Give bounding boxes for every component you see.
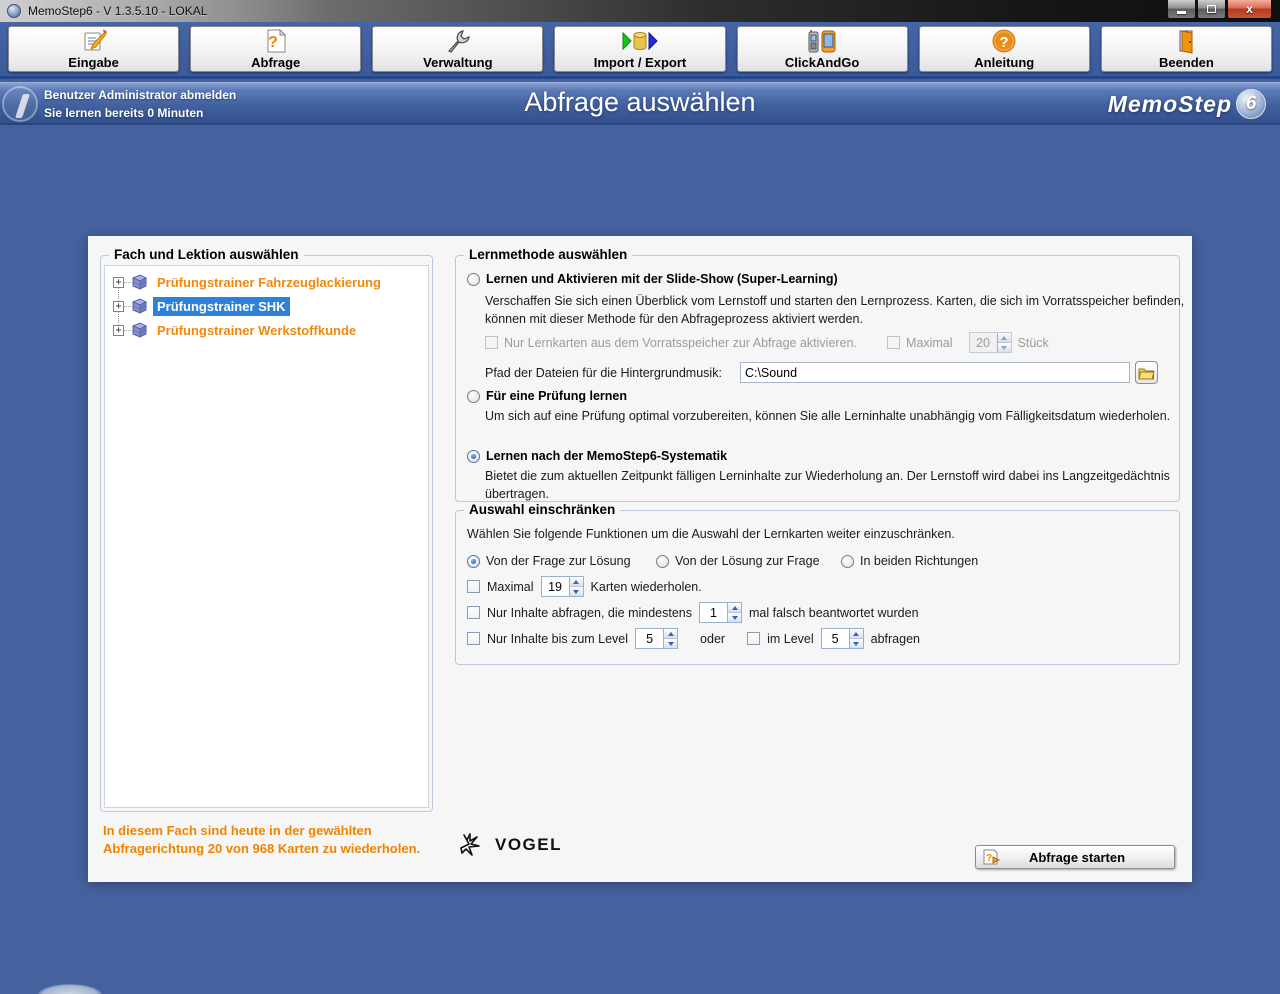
expand-icon[interactable]: + — [113, 301, 124, 312]
toolbar-button-anleitung[interactable] — [919, 26, 1090, 72]
spinner-up-button[interactable] — [850, 629, 863, 639]
slideshow-description: Verschaffen Sie sich einen Überblick vom Lernstoff und starten den Lernprozess. Karten, die sich im Vorratsspeicher befinden, können mit dieser Methode für den Abfrageprozess aktiviert werden. — [485, 294, 1185, 326]
pfad-input[interactable] — [740, 362, 1130, 383]
brand-logo — [1108, 89, 1266, 119]
toolbar-button-beenden[interactable] — [1101, 26, 1272, 72]
toolbar-label: Beenden — [1158, 55, 1214, 70]
direction-frage-loesung[interactable] — [467, 552, 631, 570]
spinner-down-button[interactable] — [850, 639, 863, 648]
header-band — [0, 82, 1280, 125]
window-title: MemoStep6 - V 1.3.5.10 - LOKAL — [28, 4, 208, 18]
stueck-label: Stück — [1017, 335, 1049, 350]
wrench-icon — [445, 28, 471, 54]
brand-name: MemoStep — [1107, 90, 1232, 117]
exit-door-icon — [1173, 28, 1199, 54]
spinner-down-button[interactable] — [664, 639, 677, 648]
due-cards-info: In diesem Fach sind heute in der gewählten Abfragerichtung 20 von 968 Karten zu wiederholen. — [103, 823, 421, 856]
spinner-value: 20 — [976, 335, 990, 350]
radio-label[interactable]: In beiden Richtungen — [860, 554, 979, 568]
title-bar — [0, 0, 1280, 22]
radio-beide-richtungen[interactable] — [841, 555, 854, 568]
main-toolbar — [0, 22, 1280, 79]
close-icon: x — [1246, 2, 1253, 16]
lernmethode-title: Lernmethode auswählen — [464, 247, 632, 262]
im-level-checkbox[interactable] — [747, 632, 760, 645]
start-abfrage-button[interactable] — [975, 845, 1175, 869]
radio-frage-zur-loesung[interactable] — [467, 555, 480, 568]
decorative-ellipse — [38, 984, 102, 994]
radio-loesung-zur-frage[interactable] — [656, 555, 669, 568]
radio-label[interactable]: Von der Lösung zur Frage — [675, 554, 820, 568]
brand-number-badge: 6 — [1236, 89, 1266, 119]
fach-lektion-groupbox — [100, 247, 433, 812]
spinner-down-button[interactable] — [998, 343, 1011, 352]
toolbar-button-abfrage[interactable] — [190, 26, 361, 72]
edit-document-icon — [81, 28, 107, 54]
vogel-label: VOGEL — [495, 835, 563, 854]
maximal-stueck-label: Maximal — [905, 335, 953, 350]
falsch-suffix: mal falsch beantwortet wurden — [749, 605, 919, 620]
tree-item-label[interactable]: Prüfungstrainer Fahrzeuglackierung — [157, 274, 381, 290]
toolbar-label: Anleitung — [974, 55, 1035, 70]
auswahl-intro: Wählen Sie folgende Funktionen um die Auswahl der Lernkarten weiter einzuschränken. — [467, 527, 955, 541]
direction-beide[interactable] — [841, 552, 978, 570]
toolbar-label: Import / Export — [593, 55, 687, 70]
radio-pruefung-label[interactable]: Für eine Prüfung lernen — [486, 389, 627, 403]
start-abfrage-label: Abfrage starten — [1028, 849, 1126, 865]
spinner-value: 5 — [831, 631, 839, 646]
radio-slideshow-label[interactable]: Lernen und Aktivieren mit der Slide-Show (Super-Learning) — [486, 272, 838, 286]
tree-item-werkstoffkunde[interactable] — [113, 318, 360, 342]
radio-slideshow[interactable] — [467, 273, 480, 286]
lesson-cube-icon — [131, 274, 148, 290]
toolbar-button-eingabe[interactable] — [8, 26, 179, 72]
lernmethode-groupbox — [455, 247, 1185, 502]
svg-text:?: ? — [985, 853, 993, 864]
im-level-label: im Level — [767, 631, 814, 646]
radio-systematik-label[interactable]: Lernen nach der MemoStep6-Systematik — [486, 449, 728, 463]
spinner-down-button[interactable] — [570, 587, 583, 596]
vorrat-checkbox-label: Nur Lernkarten aus dem Vorratsspeicher zur Abfrage aktivieren. — [504, 335, 857, 350]
spinner-value: 5 — [646, 631, 654, 646]
spinner-value: 19 — [548, 579, 562, 594]
toolbar-button-verwaltung[interactable] — [372, 26, 543, 72]
import-export-icon — [620, 28, 660, 54]
toolbar-label: Verwaltung — [423, 55, 493, 70]
maximal-stueck-spinner[interactable] — [969, 332, 1012, 353]
falsch-spinner[interactable] — [699, 602, 742, 623]
spinner-up-button[interactable] — [998, 333, 1011, 343]
svg-text:?: ? — [999, 34, 1009, 51]
tree-item-shk[interactable] — [113, 294, 290, 318]
auswahl-title: Auswahl einschränken — [464, 502, 620, 517]
toolbar-label: Eingabe — [68, 55, 119, 70]
expand-icon[interactable]: + — [113, 325, 124, 336]
page-title: Abfrage auswählen — [524, 87, 756, 117]
abfragen-label: abfragen — [870, 631, 920, 646]
fach-lektion-title: Fach und Lektion auswählen — [109, 247, 304, 262]
pruefung-description: Um sich auf eine Prüfung optimal vorzubereiten, können Sie alle Lerninhalte unabhängig vom Fälligkeitsdatum wiederholen. — [485, 409, 1171, 423]
vogel-logo — [455, 829, 562, 861]
spinner-up-button[interactable] — [570, 577, 583, 587]
app-icon — [7, 4, 21, 18]
spinner-value: 1 — [710, 605, 717, 620]
toolbar-button-import-export[interactable] — [554, 26, 725, 72]
mobile-devices-icon — [805, 28, 839, 54]
vorrat-checkbox[interactable] — [485, 336, 498, 349]
maximize-button[interactable] — [1197, 0, 1226, 19]
falsch-beantwortet-checkbox[interactable] — [467, 606, 480, 619]
session-time-text: Sie lernen bereits 0 Minuten — [44, 106, 204, 120]
folder-icon — [1138, 366, 1155, 380]
maximal-karten-spinner[interactable] — [541, 576, 584, 597]
toolbar-label: ClickAndGo — [784, 55, 860, 70]
spinner-up-button[interactable] — [728, 603, 741, 613]
pfad-label: Pfad der Dateien für die Hintergrundmusik: — [485, 365, 722, 380]
minimize-button[interactable] — [1167, 0, 1196, 19]
oder-label: oder — [700, 631, 726, 646]
tree-item-label[interactable]: Prüfungstrainer SHK — [153, 297, 290, 316]
maximal-karten-label: Maximal — [487, 579, 534, 594]
lesson-cube-icon — [131, 298, 148, 314]
im-level-spinner[interactable] — [821, 628, 864, 649]
toolbar-button-clickandgo[interactable] — [737, 26, 908, 72]
maximal-karten-suffix: Karten wiederholen. — [590, 579, 702, 594]
expand-icon[interactable]: + — [113, 277, 124, 288]
start-abfrage-icon — [982, 849, 1000, 865]
svg-text:?: ? — [267, 34, 278, 51]
minimize-icon — [1177, 11, 1186, 14]
level-bis-spinner[interactable] — [635, 628, 678, 649]
falsch-label: Nur Inhalte abfragen, die mindestens — [487, 605, 692, 620]
tree-item-label[interactable]: Prüfungstrainer Werkstoffkunde — [157, 322, 357, 338]
spinner-down-button[interactable] — [728, 613, 741, 622]
radio-systematik[interactable] — [467, 450, 480, 463]
systematik-description: Bietet die zum aktuellen Zeitpunkt fälligen Lerninhalte zur Wiederholung an. Der Lernstoff wird dabei ins Langzeitgedächtnis übertragen. — [485, 469, 1170, 501]
level-bis-label: Nur Inhalte bis zum Level — [487, 631, 629, 646]
maximal-karten-checkbox[interactable] — [467, 580, 480, 593]
toolbar-label: Abfrage — [251, 55, 301, 70]
radio-pruefung[interactable] — [467, 390, 480, 403]
close-button[interactable] — [1227, 0, 1272, 19]
radio-label[interactable]: Von der Frage zur Lösung — [486, 554, 631, 568]
logout-link[interactable]: Benutzer Administrator abmelden — [44, 88, 237, 102]
fach-tree[interactable] — [104, 265, 429, 808]
maximal-stueck-checkbox[interactable] — [887, 336, 900, 349]
content-panel — [88, 236, 1192, 882]
maximize-icon — [1207, 5, 1216, 13]
browse-folder-button[interactable] — [1135, 361, 1158, 384]
help-icon — [991, 28, 1017, 54]
direction-loesung-frage[interactable] — [656, 552, 820, 570]
vogel-bird-icon — [455, 829, 489, 861]
spinner-up-button[interactable] — [664, 629, 677, 639]
lesson-cube-icon — [131, 322, 148, 338]
level-bis-checkbox[interactable] — [467, 632, 480, 645]
auswahl-groupbox — [455, 502, 1180, 665]
question-document-icon — [263, 28, 289, 54]
tree-item-fahrzeuglackierung[interactable] — [113, 270, 385, 294]
